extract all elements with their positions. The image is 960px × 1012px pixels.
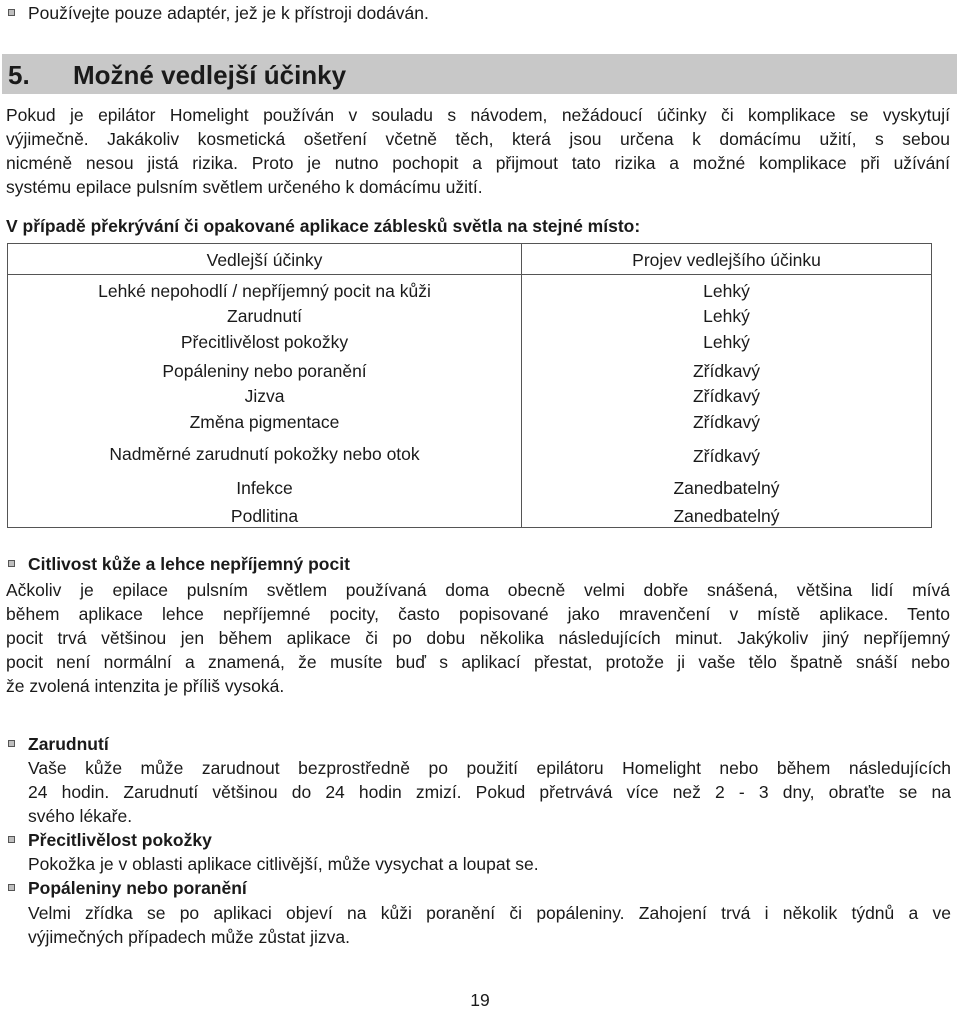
table-cell: Lehký [703,306,750,326]
table-cell: Lehké nepohodlí / nepříjemný pocit na kůži [98,281,431,301]
bullet-icon [8,836,15,843]
intro-paragraph [6,103,950,199]
table-cell: Změna pigmentace [189,412,340,432]
section-title: Možné vedlejší účinky [73,60,347,90]
table-cell: Zřídkavý [692,361,761,381]
table-cell: Lehký [703,281,750,301]
item-paragraph [28,901,951,949]
intro-line: systému epilace pulsním světlem určeného k domácímu užití. [6,177,483,197]
table-header-cell: Projev vedlejšího účinku [632,250,821,270]
table-cell: Zřídkavý [692,446,761,466]
top-note: Používejte pouze adaptér, jež je k přístroji dodáván. [28,3,429,23]
item-line: Ačkoliv je epilace pulsním světlem používaná doma obecně velmi dobře snášená, většina lidí mívá [6,580,950,600]
item-line: Pokožka je v oblasti aplikace citlivější, může vysychat a loupat se. [28,854,539,874]
bullet-icon [8,9,15,16]
item-line: pocit trvá většinou jen během aplikace či po dobu několika následujících minut. Jakýkoliv jiný nepříjemný [6,628,950,648]
item-line: výjimečných případech může zůstat jizva. [28,927,350,947]
item-line: během aplikace lehce nepříjemné pocity, často popisované jako mravenčení v místě aplikace. Tento [6,604,950,624]
side-effects-table [7,243,932,528]
table-intro: V případě překrývání či opakované aplikace záblesků světla na stejné místo: [6,216,641,236]
table-cell: Nadměrné zarudnutí pokožky nebo otok [109,444,420,464]
table-cell: Zřídkavý [692,412,761,432]
item-title: Citlivost kůže a lehce nepříjemný pocit [28,554,350,574]
table-cell: Lehký [703,332,750,352]
bullet-icon [8,740,15,747]
bullet-icon [8,560,15,567]
item-line: Velmi zřídka se po aplikaci objeví na kůži poranění či popáleniny. Zahojení trvá i několik týdnů a ve [28,903,951,923]
table-header-cell: Vedlejší účinky [206,250,323,270]
table-cell: Zřídkavý [692,386,761,406]
section-number: 5. [8,60,30,90]
item-line: pocit není normální a znamená, že musíte buď s aplikací přestat, protože ji vaše tělo špatně snáší nebo [6,652,950,672]
table-cell: Zanedbatelný [673,506,780,526]
item-title: Popáleniny nebo poranění [28,878,247,898]
item-line: svého lékaře. [28,806,133,826]
bullet-icon [8,884,15,891]
intro-line: Pokud je epilátor Homelight používán v souladu s návodem, nežádoucí účinky či komplikace se vyskytují [6,105,950,125]
page-number: 19 [470,990,490,1010]
item-paragraph [28,852,951,876]
table-cell: Zarudnutí [227,306,302,326]
table-cell: Jizva [244,386,285,406]
intro-line: nicméně nesou jistá rizika. Proto je nutno pochopit a přijmout tato rizika a možné komplikace při užívání [6,153,950,173]
table-cell: Zanedbatelný [673,478,780,498]
table-cell: Popáleniny nebo poranění [162,361,367,381]
item-line: Vaše kůže může zarudnout bezprostředně po použití epilátoru Homelight nebo během následujících [28,758,951,778]
item-line: 24 hodin. Zarudnutí většinou do 24 hodin zmizí. Pokud přetrvává více než 2 - 3 dny, obraťte se na [28,782,951,802]
intro-line: výjimečně. Jakákoliv kosmetická ošetření včetně těch, která jsou určena k domácímu užití, s sebou [6,129,950,149]
item-line: že zvolená intenzita je příliš vysoká. [6,676,285,696]
table-cell: Infekce [236,478,293,498]
item-title: Zarudnutí [28,734,109,754]
item-title: Přecitlivělost pokožky [28,830,212,850]
table-cell: Přecitlivělost pokožky [180,332,349,352]
item-paragraph [6,578,950,698]
item-paragraph [28,756,951,828]
table-cell: Podlitina [230,506,299,526]
